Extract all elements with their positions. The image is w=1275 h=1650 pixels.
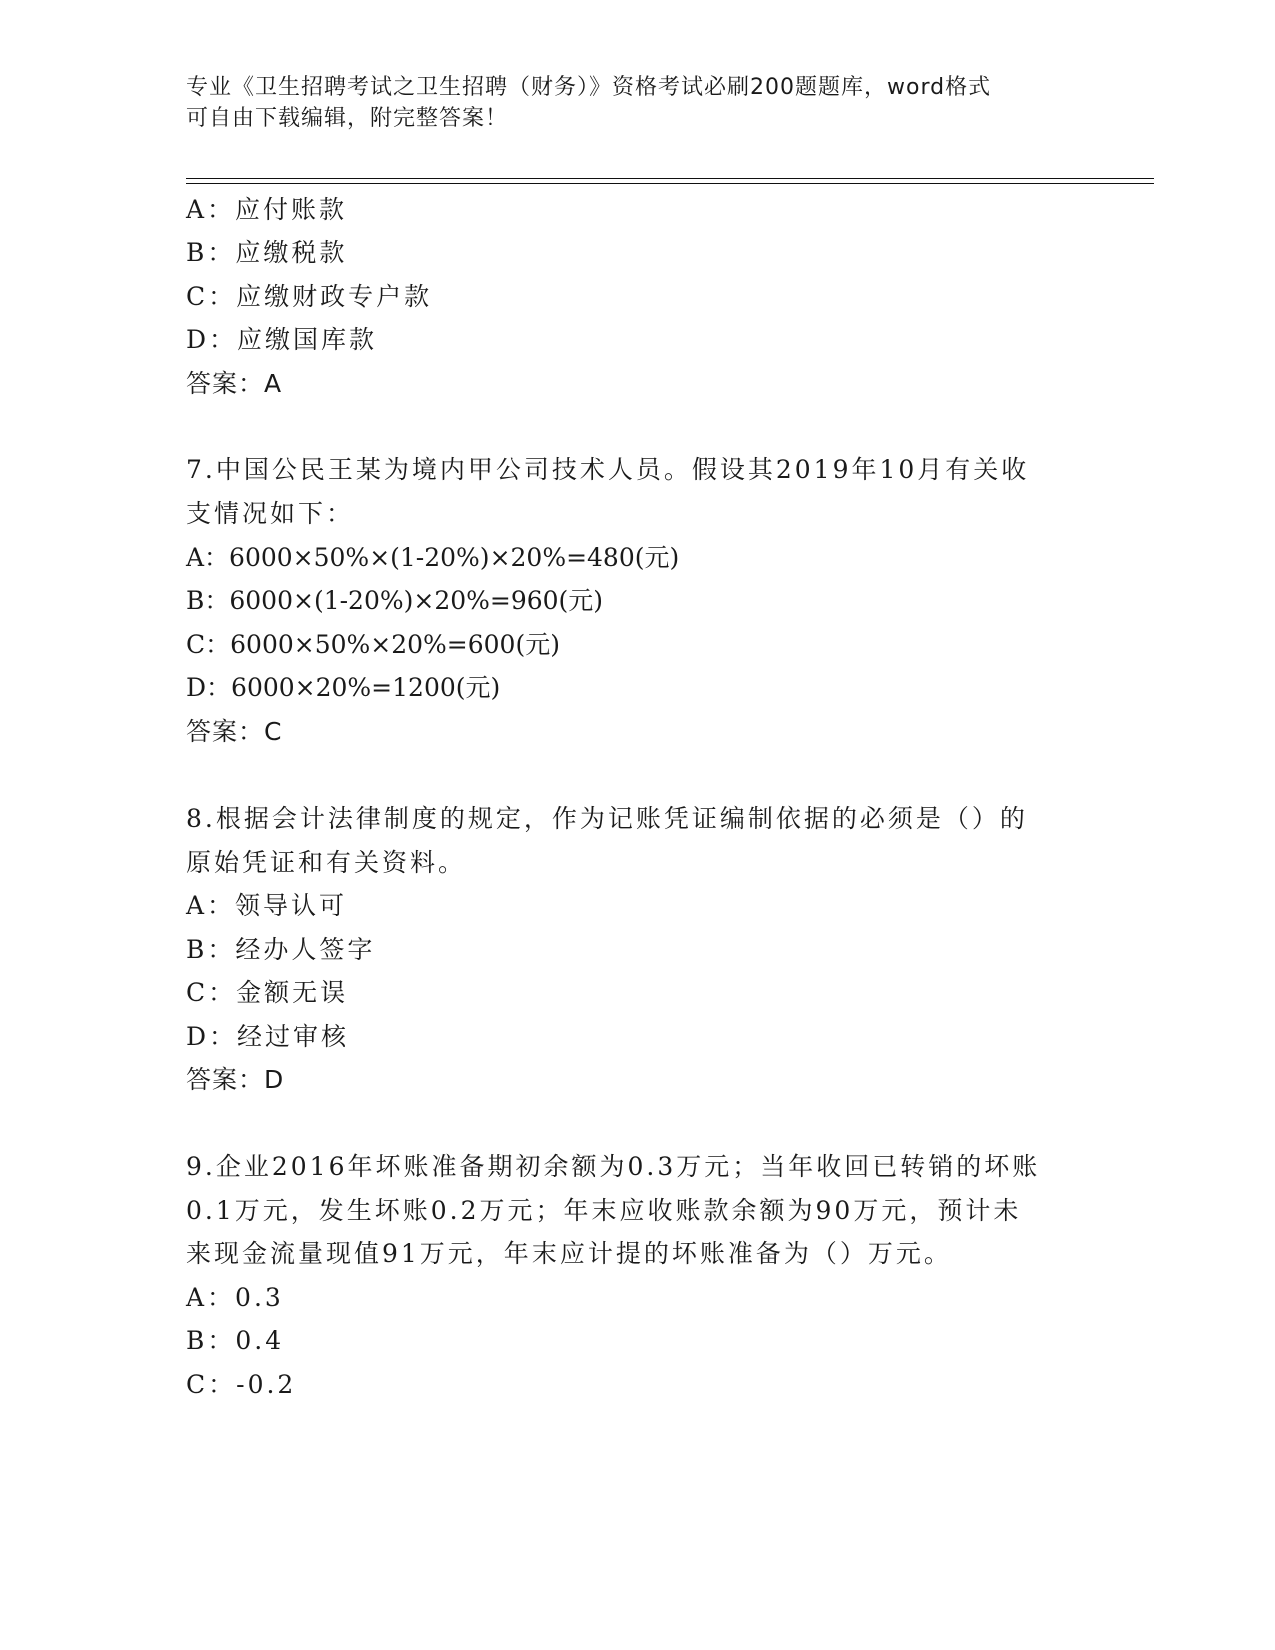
header-rule-bottom bbox=[186, 183, 1154, 184]
q7-stem-line-1: 7.中国公民王某为境内甲公司技术人员。假设其2019年10月有关收 bbox=[186, 455, 1030, 484]
header-rule-top bbox=[186, 178, 1154, 179]
q6-option-d: D：应缴国库款 bbox=[186, 325, 378, 354]
q8-stem-line-1: 8.根据会计法律制度的规定，作为记账凭证编制依据的必须是（）的 bbox=[186, 804, 1028, 833]
q8-option-d: D：经过审核 bbox=[186, 1022, 350, 1051]
document-header bbox=[186, 72, 1066, 134]
q8-option-b: B：经办人签字 bbox=[186, 935, 376, 964]
q7-option-c: C：6000×50%×20%=600(元) bbox=[186, 630, 560, 659]
header-line-1: 专业《卫生招聘考试之卫生招聘（财务）》资格考试必刷200题题库，word格式 bbox=[186, 75, 992, 100]
q7-option-b: B：6000×(1-20%)×20%=960(元) bbox=[186, 586, 604, 615]
q8-stem-line-2: 原始凭证和有关资料。 bbox=[186, 848, 467, 877]
q7-answer: 答案：C bbox=[186, 717, 283, 746]
q9-stem-line-2: 0.1万元，发生坏账0.2万元；年末应收账款余额为90万元，预计未 bbox=[186, 1196, 1022, 1225]
q8-option-c: C：金额无误 bbox=[186, 978, 349, 1007]
q9-option-b: B：0.4 bbox=[186, 1326, 285, 1355]
q9-option-c: C：-0.2 bbox=[186, 1370, 297, 1399]
header-line-2: 可自由下载编辑，附完整答案！ bbox=[186, 106, 509, 131]
q6-answer: 答案：A bbox=[186, 369, 283, 398]
q7-option-a: A：6000×50%×(1-20%)×20%=480(元) bbox=[186, 543, 680, 572]
q7-option-d: D：6000×20%=1200(元) bbox=[186, 673, 501, 702]
q6-option-b: B：应缴税款 bbox=[186, 238, 348, 267]
q6-option-c: C：应缴财政专户款 bbox=[186, 282, 433, 311]
q9-option-a: A：0.3 bbox=[186, 1283, 284, 1312]
q7-stem-line-2: 支情况如下： bbox=[186, 499, 355, 528]
q9-stem-line-3: 来现金流量现值91万元，年末应计提的坏账准备为（）万元。 bbox=[186, 1239, 952, 1268]
q6-option-a: A：应付账款 bbox=[186, 195, 348, 224]
q8-option-a: A：领导认可 bbox=[186, 891, 348, 920]
q9-stem-line-1: 9.企业2016年坏账准备期初余额为0.3万元；当年收回已转销的坏账 bbox=[186, 1152, 1041, 1181]
q8-answer: 答案：D bbox=[186, 1065, 285, 1094]
